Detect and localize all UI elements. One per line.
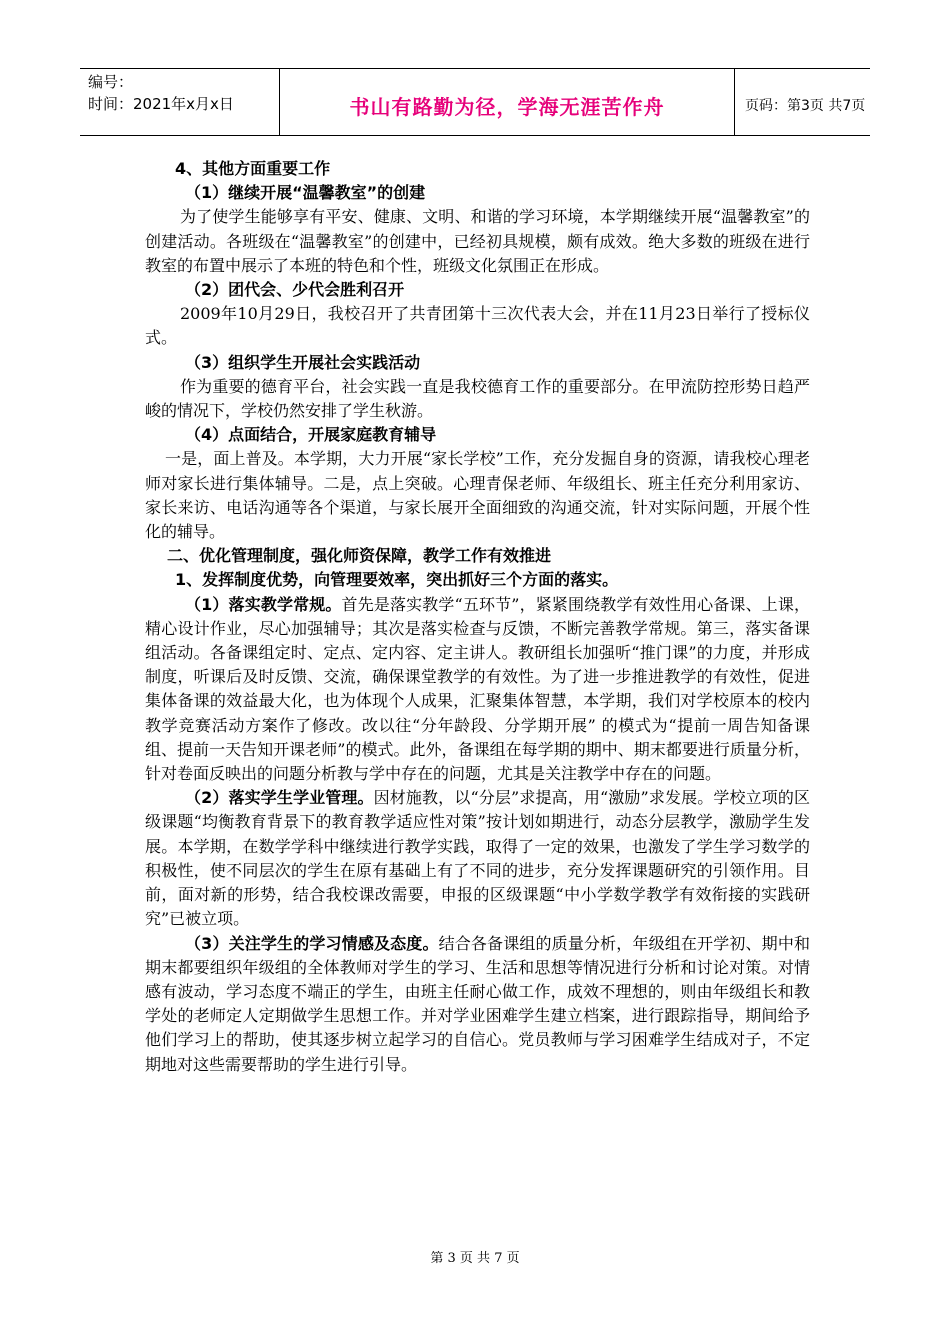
section-4-1-text: 为了使学生能够享有平安、健康、文明、和谐的学习环境，本学期继续开展“温馨教室”的创建活动。各班级在“温馨教室”的创建中，已经初具规模，颇有成效。绝大多数的班级在进行教室的布置中展示了本班的特色和个性，班级文化氛围正在形成。: [145, 207, 810, 275]
document-body: [145, 157, 810, 1077]
code-label: 编号：: [88, 73, 134, 91]
header-info-cell: [80, 69, 280, 135]
paragraph-2-text: 因材施教，以“分层”求提高，用“激励”求发展。学校立项的区级课题“均衡教育背景下的教育教学适应性对策”按计划如期进行，动态分层教学，激励学生发展。本学期，在数学学科中继续进行教学实践，取得了一定的效果，也激发了学生学习数学的积极性，使不同层次的学生在原有基础上有了不同的进步，充分发挥课题研究的引领作用。目前，面对新的形势，结合我校课改需要，申报的区级课题“中小学数学教学有效衔接的实践研究”已被立项。: [145, 788, 810, 929]
page-header: [80, 68, 870, 136]
header-motto: 书山有路勤为径，学海无涯苦作舟: [280, 69, 735, 135]
paragraph-3: [145, 932, 810, 1077]
section-4-4-text: 一是，面上普及。本学期，大力开展“家长学校”工作，充分发掘自身的资源，请我校心理老师对家长进行集体辅导。二是，点上突破。心理青保老师、年级组长、班主任充分利用家访、家长来访、电话沟通等各个渠道，与家长展开全面细致的沟通交流，针对实际问题，开展个性化的辅导。: [145, 449, 810, 542]
paragraph-2: [145, 786, 810, 931]
section-4-3-title: （3）组织学生开展社会实践活动: [185, 352, 421, 372]
header-page-label: 页码：第3页 共7页: [745, 98, 866, 114]
section-4-1-title: （1）继续开展“温馨教室”的创建: [185, 183, 426, 203]
section-4-3-text: 作为重要的德育平台，社会实践一直是我校德育工作的重要部分。在甲流防控形势日趋严峻的情况下，学校仍然安排了学生秋游。: [145, 376, 810, 421]
paragraph-3-lead: （3）关注学生的学习情感及态度。: [185, 933, 439, 953]
paragraph-1: [145, 593, 810, 787]
paragraph-1-text: 首先是落实教学“五环节”，紧紧围绕教学有效性用心备课、上课，精心设计作业，尽心加强辅导；其次是落实检查与反馈，不断完善教学常规。第三，落实备课组活动。各备课组定时、定点、定内容、定主讲人。教研组长加强听“推门课”的力度，并形成制度，听课后及时反馈、交流，确保课堂教学的有效性。为了进一步推进教学的有效性，促进集体备课的效益最大化，也为体现个人成果，汇聚集体智慧，本学期，我们对学校原本的校内教学竞赛活动方案作了修改。改以往“分年龄段、分学期开展” 的模式为“提前一周告知备课组、提前一天告知开课老师”的模式。此外，备课组在每学期的期中、期末都要进行质量分析，针对卷面反映出的问题分析教与学中存在的问题，尤其是关注教学中存在的问题。: [145, 594, 810, 784]
section-4-title: 4、其他方面重要工作: [175, 159, 331, 178]
paragraph-2-lead: （2）落实学生学业管理。: [185, 788, 374, 808]
section-4-2-title: （2）团代会、少代会胜利召开: [185, 280, 405, 300]
date-label: 时间：2021年x月x日: [88, 95, 234, 113]
paragraph-1-lead: （1）落实教学常规。: [185, 594, 342, 614]
section-2-1-title: 1、发挥制度优势，向管理要效率，突出抓好三个方面的落实。: [175, 570, 619, 590]
section-2-title: 二、优化管理制度，强化师资保障，教学工作有效推进: [167, 546, 552, 566]
paragraph-3-text: 结合各备课组的质量分析，年级组在开学初、期中和期末都要组织年级组的全体教师对学生的学习、生活和思想等情况进行分析和讨论对策。对情感有波动，学习态度不端正的学生，由班主任耐心做工作，成效不理想的，则由年级组长和教学处的老师定人定期做学生思想工作。并对学业困难学生建立档案，进行跟踪指导，期间给予他们学习上的帮助，使其逐步树立起学习的自信心。党员教师与学习困难学生结成对子，不定期地对这些需要帮助的学生进行引导。: [145, 933, 810, 1074]
section-4-2-text: 2009年10月29日，我校召开了共青团第十三次代表大会，并在11月23日举行了授标仪式。: [145, 304, 810, 348]
section-4-4-title: （4）点面结合，开展家庭教育辅导: [185, 425, 437, 445]
page-footer: 第 3 页 共 7 页: [430, 1251, 520, 1266]
